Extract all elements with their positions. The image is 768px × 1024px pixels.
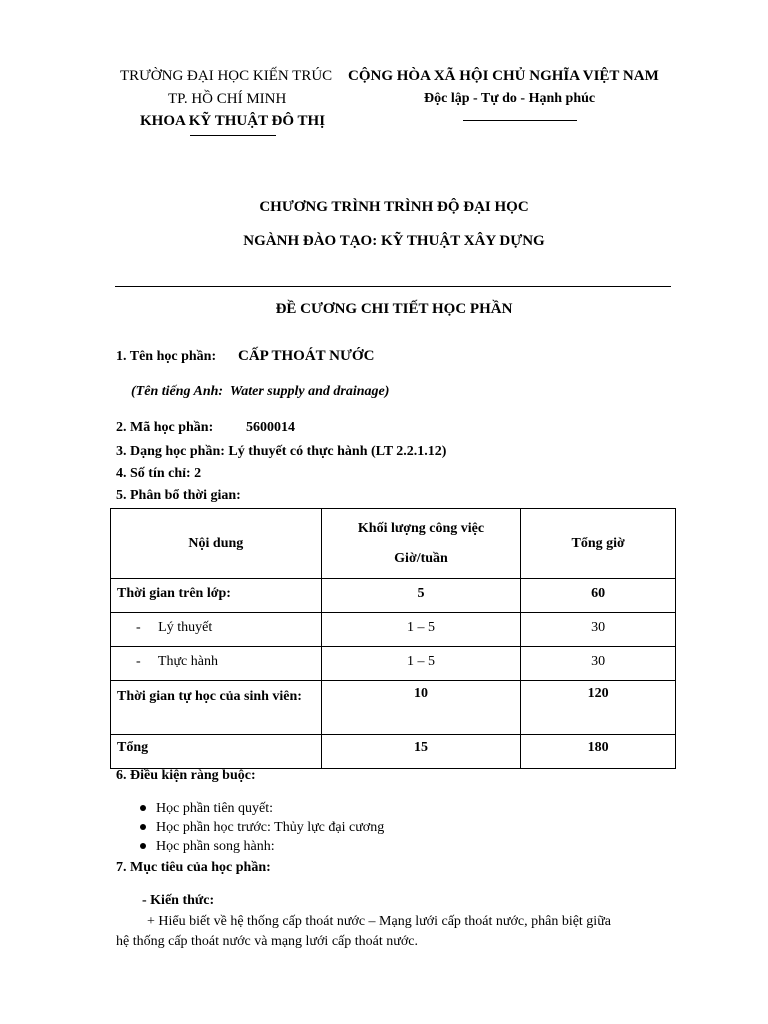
major-title: NGÀNH ĐÀO TẠO: KỸ THUẬT XÂY DỰNG — [243, 233, 545, 249]
knowledge-line-2: hệ thống cấp thoát nước và mạng lưới cấp thoát nước. — [116, 934, 418, 949]
table-row — [111, 579, 676, 613]
row-label: Thời gian tự học của sinh viên: — [111, 681, 322, 735]
course-code-label: 2. Mã học phần: — [116, 420, 214, 435]
bullet-icon — [140, 843, 146, 849]
time-allocation-heading: 5. Phân bổ thời gian: — [116, 488, 241, 503]
header-content: Nội dung — [111, 509, 322, 579]
english-name-sep: : — [218, 384, 224, 399]
row-total: 30 — [521, 647, 676, 681]
list-item — [140, 799, 384, 818]
table-row — [111, 647, 676, 681]
row-total: 30 — [521, 613, 676, 647]
english-name-open-paren: ( — [131, 384, 136, 399]
row-label: Thời gian trên lớp: — [111, 579, 322, 613]
header-total: Tổng giờ — [521, 509, 676, 579]
bullet-icon — [140, 805, 146, 811]
time-allocation-table — [110, 508, 676, 769]
motto-underline — [463, 120, 577, 121]
list-item — [140, 818, 384, 837]
english-name-value: Water supply and drainage) — [229, 384, 390, 399]
faculty-name: KHOA KỸ THUẬT ĐÔ THỊ — [140, 113, 326, 129]
row-label: - Thực hành — [111, 647, 322, 681]
conditions-heading: 6. Điều kiện ràng buộc: — [116, 768, 256, 783]
faculty-underline — [190, 135, 276, 136]
row-label: Tổng — [111, 735, 322, 769]
row-total: 120 — [521, 681, 676, 735]
list-item-text: Học phần song hành: — [156, 839, 275, 854]
university-city: TP. HỒ CHÍ MINH — [168, 91, 287, 107]
row-weekly: 10 — [321, 681, 521, 735]
conditions-list — [140, 799, 384, 856]
course-code-value: 5600014 — [246, 420, 295, 435]
republic-title: CỘNG HÒA XÃ HỘI CHỦ NGHĨA VIỆT NAM — [348, 68, 659, 84]
row-total: 180 — [521, 735, 676, 769]
knowledge-line-1: + Hiểu biết về hệ thống cấp thoát nước – Mạng lưới cấp thoát nước, phân biệt giữa — [147, 914, 612, 929]
objectives-heading: 7. Mục tiêu của học phần: — [116, 860, 271, 875]
row-weekly: 15 — [321, 735, 521, 769]
table-row — [111, 613, 676, 647]
header-per-week-label: Giờ/tuần — [394, 550, 448, 566]
header-workload-label: Khối lượng công việc — [357, 520, 485, 536]
course-name-label: 1. Tên học phần: — [116, 349, 217, 364]
syllabus-title: ĐỀ CƯƠNG CHI TIẾT HỌC PHẦN — [275, 301, 513, 317]
english-name-label: Tên tiếng Anh — [135, 384, 219, 399]
course-type: 3. Dạng học phần: Lý thuyết có thực hành (LT 2.2.1.12) — [116, 444, 447, 459]
english-name-line — [131, 384, 389, 400]
row-weekly: 1 – 5 — [321, 647, 521, 681]
bullet-icon — [140, 824, 146, 830]
list-item — [140, 837, 384, 856]
row-weekly: 5 — [321, 579, 521, 613]
motto: Độc lập - Tự do - Hạnh phúc — [424, 91, 596, 106]
university-name: TRƯỜNG ĐẠI HỌC KIẾN TRÚC — [120, 68, 333, 84]
row-label: - Lý thuyết — [111, 613, 322, 647]
table-header-row — [111, 509, 676, 579]
title-divider — [115, 286, 671, 287]
header-workload — [321, 509, 521, 579]
row-total: 60 — [521, 579, 676, 613]
course-credits: 4. Số tín chỉ: 2 — [116, 466, 202, 481]
course-name-value: CẤP THOÁT NƯỚC — [238, 348, 375, 364]
knowledge-label: - Kiến thức: — [142, 893, 215, 908]
table-row — [111, 735, 676, 769]
list-item-text: Học phần học trước: Thủy lực đại cương — [156, 820, 385, 835]
row-weekly: 1 – 5 — [321, 613, 521, 647]
table-row — [111, 681, 676, 735]
list-item-text: Học phần tiên quyết: — [156, 801, 274, 816]
program-title: CHƯƠNG TRÌNH TRÌNH ĐỘ ĐẠI HỌC — [259, 199, 529, 215]
